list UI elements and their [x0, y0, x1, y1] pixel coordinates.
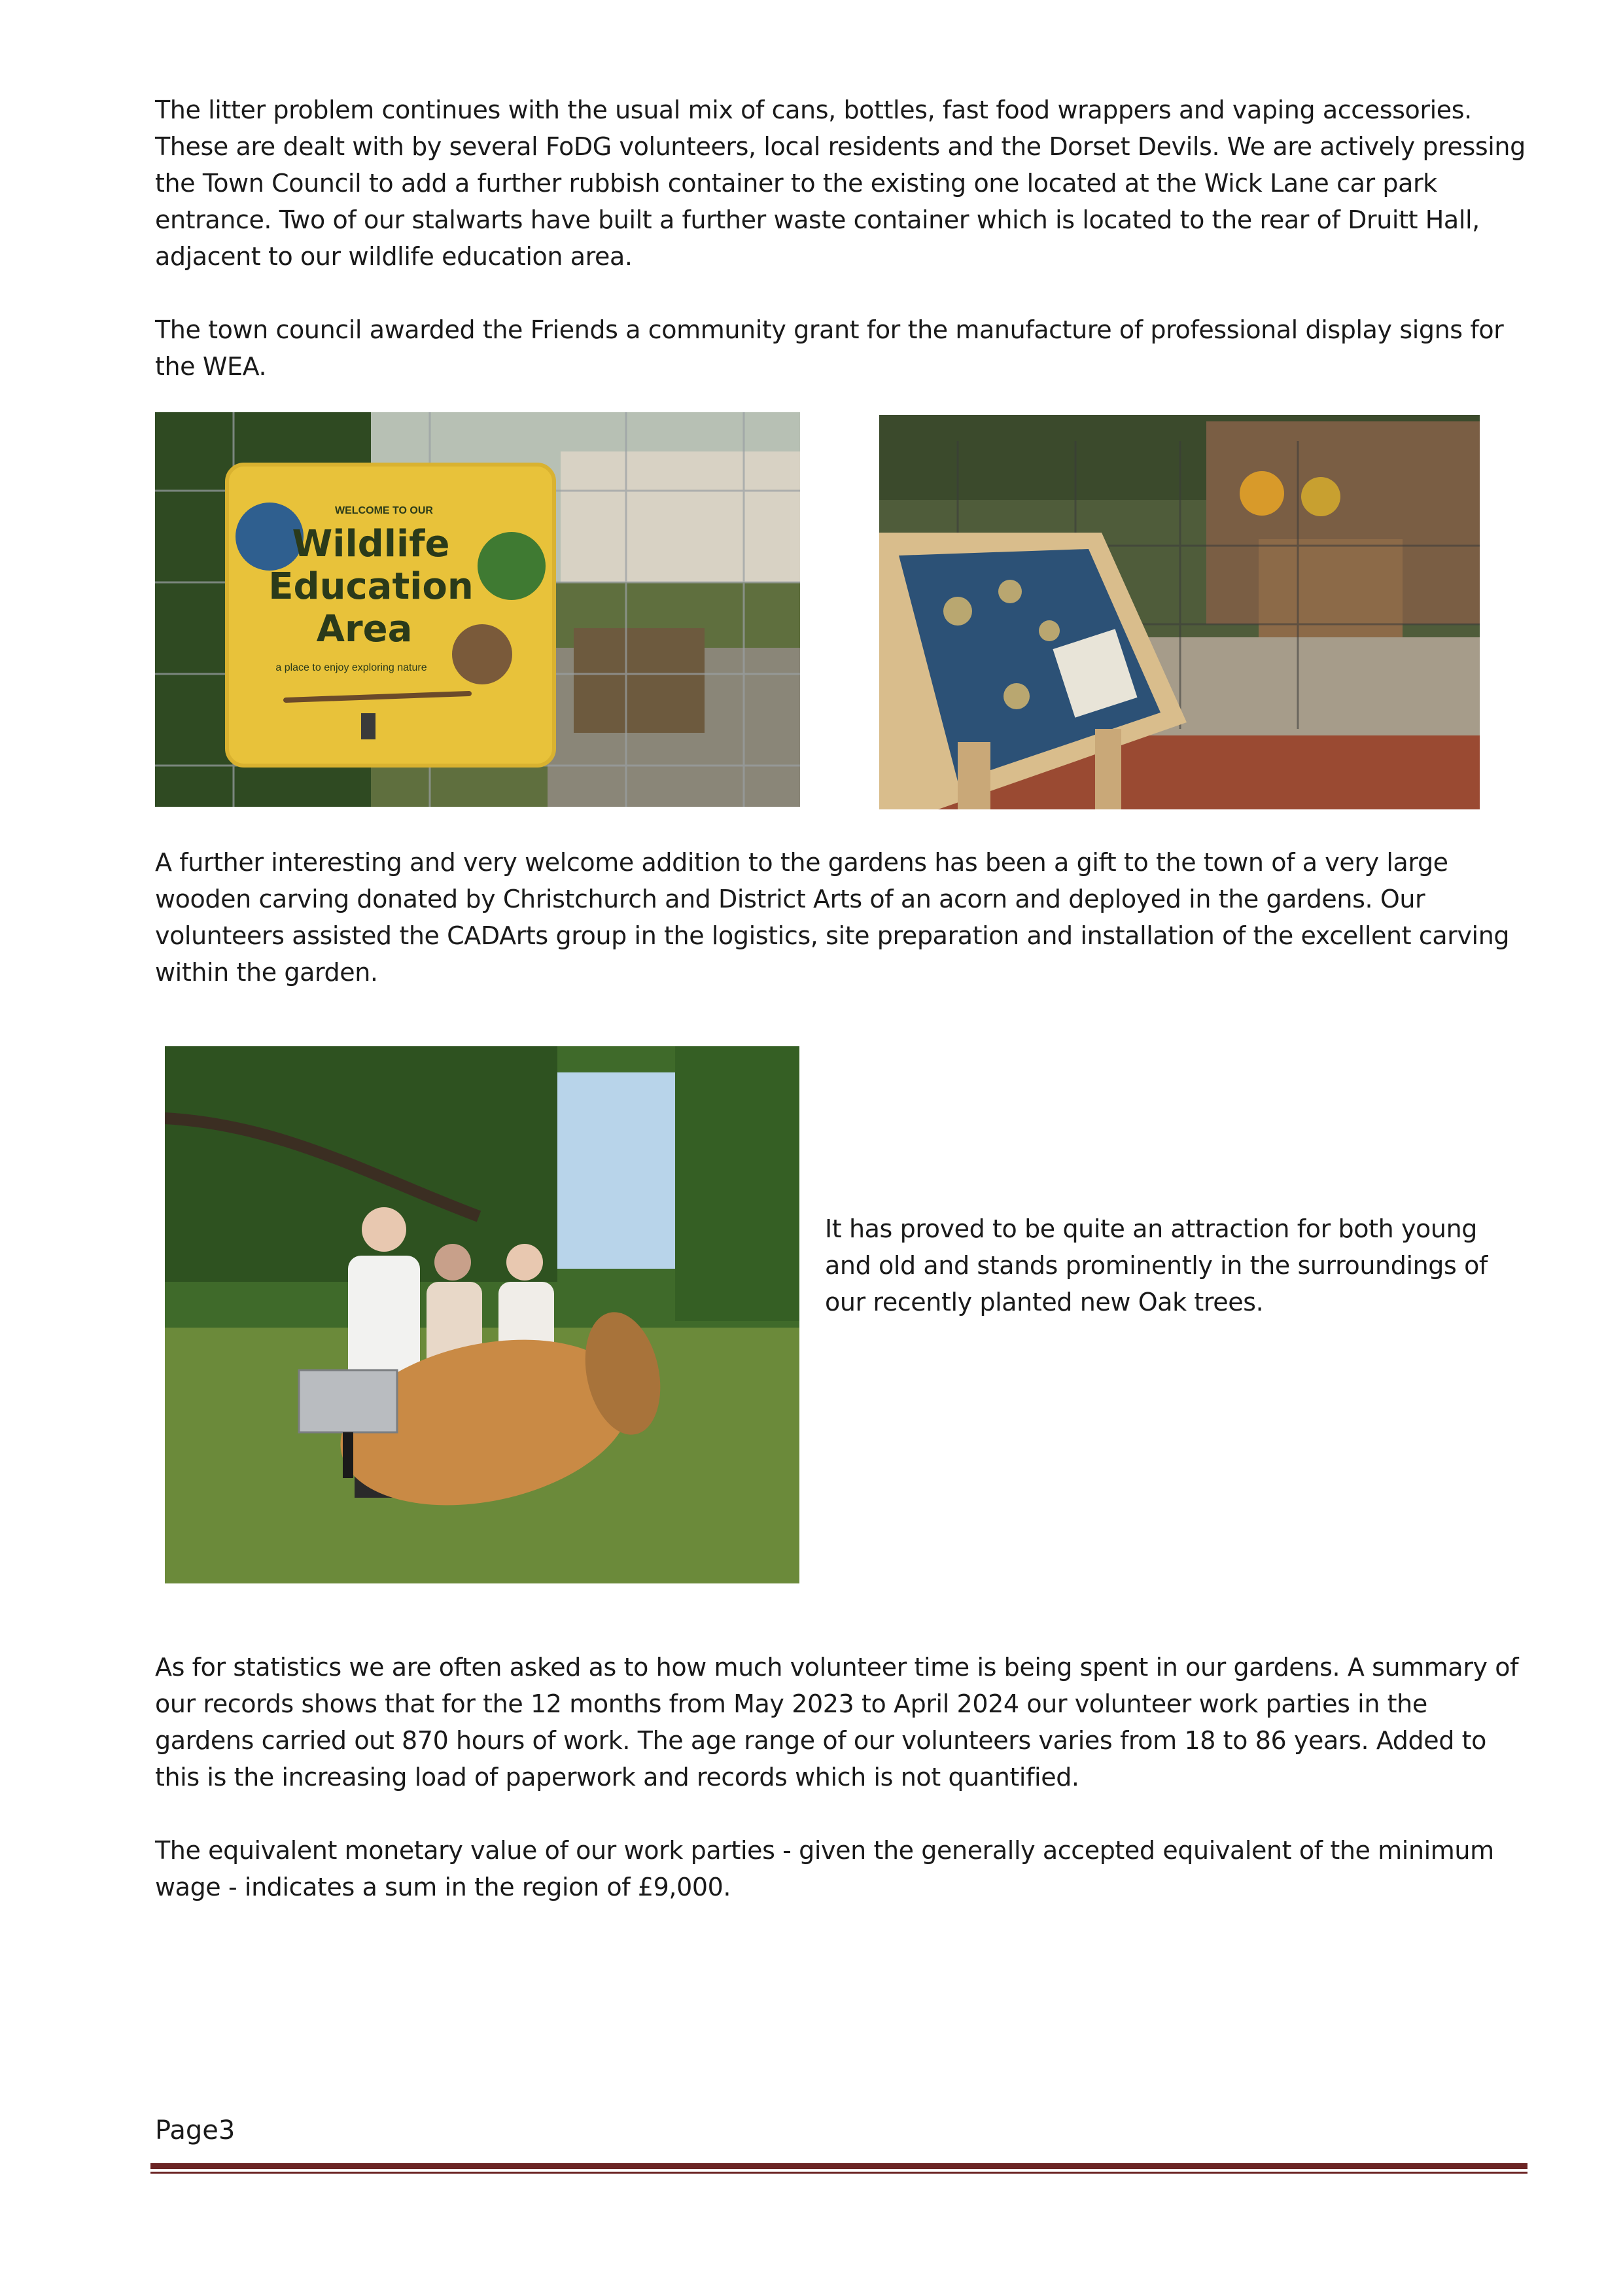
- photo-information-board: [879, 415, 1480, 809]
- sign-tagline: a place to enjoy exploring nature: [275, 662, 427, 673]
- paragraph-attraction: It has proved to be quite an attraction for both young and old and stands prominently in the surroundings of our recently planted new Oak trees.: [825, 1214, 1488, 1316]
- photo-wildlife-sign: [155, 412, 800, 807]
- paragraph-monetary: The equivalent monetary value of our work parties - given the generally accepted equivalent of the minimum wage - indicates a sum in the region of £9,000.: [155, 1836, 1494, 1901]
- footer-rule-thin: [150, 2172, 1527, 2174]
- sign-title-line-2: Education: [268, 565, 474, 608]
- page-number: Page3: [155, 2115, 236, 2146]
- sign-welcome-text: WELCOME TO OUR: [335, 505, 433, 516]
- paragraph-carving: A further interesting and very welcome addition to the gardens has been a gift to the town of a very large wooden carving donated by Christchurch and District Arts of an acorn and deployed in the gardens. Our volunteers assisted the CADArts group in the logistics, site preparation and installation of the excellent carving within the garden.: [155, 848, 1510, 987]
- footer-rule-thick: [150, 2163, 1527, 2169]
- paragraph-litter: The litter problem continues with the usual mix of cans, bottles, fast food wrappers and vaping accessories. These are dealt with by several FoDG volunteers, local residents and the Dorset Devils. We are actively pressing the Town Council to add a further rubbish container to the existing one located at the Wick Lane car park entrance. Two of our stalwarts have built a further waste container which is located to the rear of Druitt Hall, adjacent to our wildlife education area.: [155, 96, 1526, 271]
- paragraph-statistics: As for statistics we are often asked as to how much volunteer time is being spent in our gardens. A summary of our records shows that for the 12 months from May 2023 to April 2024 our volunteer work parties in the gardens carried out 870 hours of work. The age range of our volunteers varies from 18 to 86 years. Added to this is the increasing load of paperwork and records which is not quantified.: [155, 1653, 1519, 1792]
- sign-title-line-1: Wildlife: [292, 523, 450, 565]
- paragraph-grant: The town council awarded the Friends a community grant for the manufacture of professional display signs for the WEA.: [155, 315, 1504, 381]
- photo-acorn-carving: [165, 1046, 799, 1583]
- sign-title-line-3: Area: [316, 608, 413, 650]
